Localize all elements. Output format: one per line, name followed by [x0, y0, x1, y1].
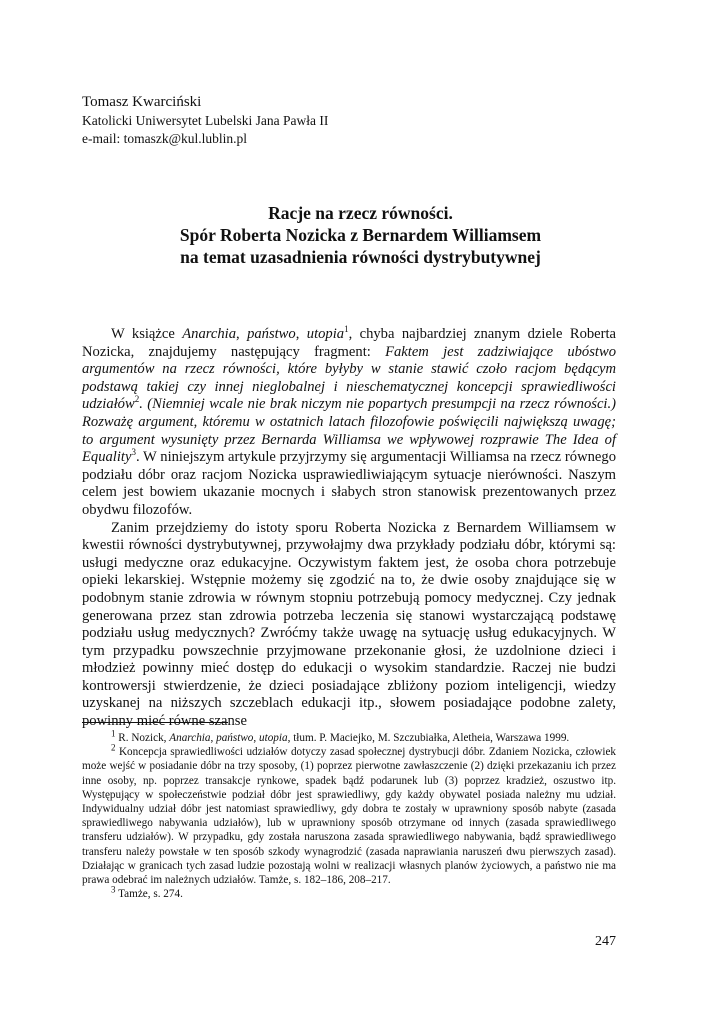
title-line-2: Spór Roberta Nozicka z Bernardem Williamsem: [179, 225, 542, 245]
italic-run: państwo: [247, 326, 296, 342]
quote-run: . (Niemniej wcale nie brak niczym nie popartych presumpcji na rzecz równości.) Rozważę argument: [82, 396, 616, 430]
quote-run: któremu w ostatnich latach filozofowie poświęcili największą uwagę; to argument wysunięty przez Bernarda Williamsa we wpływowej rozprawie The Idea of Equality: [82, 413, 616, 466]
footnote-1: [82, 728, 616, 745]
text-run: Koncepcja sprawiedliwości udziałów dotyczy zasad społecznej dystrybucji dóbr. Zdaniem Nozicka, człowiek może wejść w posiadanie dóbr na trzy sposoby, (1) poprzez pierwotne zawłaszczenie (2) dzięki przekazaniu ich przez inne osoby, np. poprzez transakcje rynkowe, spadek bądź podarunek lub (3) poprzez kradzież, oszustwo itp. Występujący w społeczeństwie podział dóbr jest sprawiedliwy, gdy każdy obywatel posiada należny mu udział. Indywidualny udział dóbr jest natomiast sprawiedliwy, gdy dobra te zostały w uprawniony sposób nabyte (zasada sprawiedliwego nabywania udziałów), lub w uprawniony sposób otrzymane od innych (zasada sprawiedliwego transferu udziałów). W przypadku, gdy została naruszona zasada sprawiedliwego nabywania, bądź sprawiedliwego transferu należy powstałe w ten sposób szkody wynagrodzić (zasada naprawiania naruszeń dwu pierwszych zasad). Działając w granicach tych zasad ludzie pozostają wolni w realizacji własnych planów życiowych, a państwo nie ma prawa odebrać im należnych udziałów. Tamże, s. 182–186, 208–217.: [82, 746, 616, 887]
footnote-ref-1[interactable]: 1: [344, 324, 349, 335]
italic-run: Anarchia: [169, 732, 211, 744]
text-run: . W niniejszym artykule przyjrzymy się argumentacji Williamsa na rzecz równego podziału dóbr oraz racjom Nozicka usprawiedliwiającym sytuacje nierówności. Naszym celem jest bowiem ukazanie mocnych i słabych stron stanowisk prezentowanych przez obydwu filozofów.: [82, 449, 616, 518]
text-run: ,: [295, 326, 307, 342]
footnote-2: [82, 742, 616, 887]
italic-run: utopia: [259, 732, 288, 744]
italic-run: państwo: [216, 732, 254, 744]
paragraph-2: Zanim przejdziemy do istoty sporu Roberta Nozicka z Bernardem Williamsem w kwestii równości dystrybutywnej, przywołajmy dwa przykłady podziału dóbr, którymi są: usługi medyczne oraz edukacyjne. Oczywistym faktem jest, że osoba chora potrzebuje opieki lekarskiej. Wstępnie możemy się zgodzić na to, że dwie osoby znajdujące się w podobnym stanie zdrowia w równym stopniu potrzebują pomocy medycznej. Czy jednak generowana przez stan zdrowia potrzeba leczenia się stanowi wystarczającą podstawę podziału usług medycznych? Zwróćmy także uwagę na sytuację usług edukacyjnych. W tym przypadku powszechnie przyjmowane przekonanie głosi, że uzdolnione dzieci i młodzież powinny mieć dostęp do edukacji o wysokim standardzie. Raczej nie budzi kontrowersji stwierdzenie, że dzieci posiadające zbliżony poziom inteligencji, wiedzy uzyskanej na niższych szczeblach edukacji itp., słowem posiadające podobne zalety, powinny mieć równe szanse: [82, 519, 616, 730]
text-run: ,: [210, 732, 217, 744]
text-run: ,: [253, 732, 259, 744]
footnote-number: 2: [111, 742, 116, 753]
author-email: e-mail: tomaszk@kul.lublin.pl: [82, 131, 248, 146]
italic-run: Anarchia: [182, 326, 237, 342]
italic-run: utopia: [306, 326, 345, 342]
paragraph-1: [82, 326, 616, 520]
title-line-3: na temat uzasadnienia równości dystrybutywnej: [180, 247, 541, 267]
footnote-3: [82, 884, 616, 901]
footnote-ref-3[interactable]: 3: [131, 447, 136, 458]
text-run: , tłum. P. Maciejko, M. Szczubiałka, Aletheia, Warszawa 1999.: [287, 732, 570, 744]
text-run: Tamże, s. 274.: [115, 888, 183, 901]
footnote-separator: [82, 722, 228, 723]
text-run: ,: [193, 413, 203, 430]
article-title: [82, 202, 639, 268]
page-number: 247: [595, 934, 616, 949]
footnote-number: 3: [111, 884, 116, 895]
footnotes: [82, 728, 616, 901]
quote-run: Faktem jest zadziwiające ubóstwo argumentów na rzecz równości, które byłyby w stanie stawić czoło racjom będącym podstawą takiej czy innej nieglobalnej i nieschematycznej koncepcji sprawiedliwości udziałów: [82, 343, 616, 413]
title-line-1: Racje na rzecz równości.: [268, 203, 453, 223]
author-affiliation: Katolicki Uniwersytet Lubelski Jana Pawła II: [82, 113, 329, 128]
footnote-number: 1: [111, 728, 116, 739]
text-run: W książce: [111, 326, 183, 342]
author-block: [82, 92, 328, 148]
article-body: [82, 326, 616, 731]
footnote-ref-2[interactable]: 2: [134, 394, 140, 405]
text-run: , chyba najbardziej znanym dziele Roberta Nozicka, znajdujemy następujący fragment:: [82, 326, 617, 360]
text-run: ,: [236, 326, 248, 342]
author-name: Tomasz Kwarciński: [82, 94, 202, 110]
text-run: R. Nozick,: [115, 732, 170, 744]
